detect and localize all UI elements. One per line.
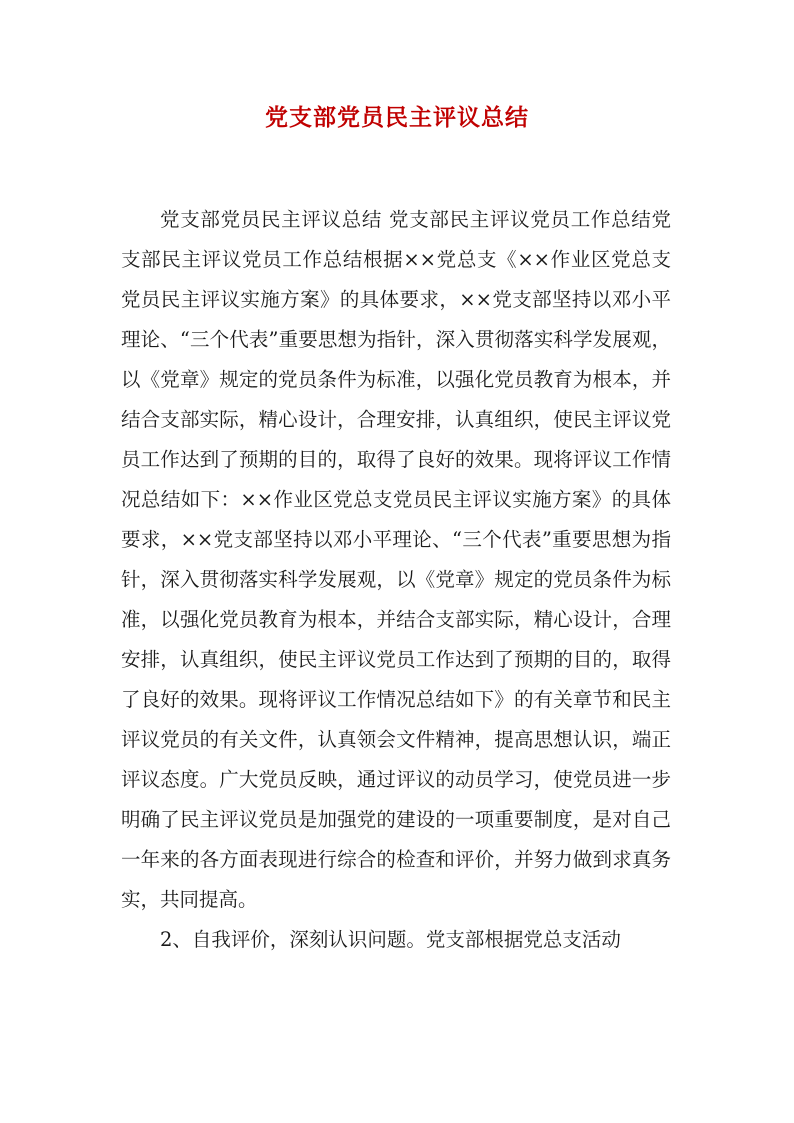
paragraph-2: 2、自我评价，深刻认识问题。党支部根据党总支活动 [160, 928, 621, 951]
document-body [121, 200, 671, 960]
paragraph-1: 党支部党员民主评议总结 党支部民主评议党员工作总结党支部民主评议党员工作总结根据××党总支《××作业区党总支党员民主评议实施方案》的具体要求，××党支部坚持以邓小平理论、“三个代表”重要思想为指针，深入贯彻落实科学发展观，以《党章》规定的党员条件为标准，以强化党员教育为根本，并结合支部实际，精心设计，合理安排，认真组织，使民主评议党员工作达到了预期的目的，取得了良好的效果。现将评议工作情况总结如下：××作业区党总支党员民主评议实施方案》的具体要求，××党支部坚持以邓小平理论、“三个代表”重要思想为指针，深入贯彻落实科学发展观，以《党章》规定的党员条件为标准，以强化党员教育为根本，并结合支部实际，精心设计，合理安排，认真组织，使民主评议党员工作达到了预期的目的，取得了良好的效果。现将评议工作情况总结如下》的有关章节和民主评议党员的有关文件，认真领会文件精神，提高思想认识，端正评议态度。广大党员反映，通过评议的动员学习，使党员进一步明确了民主评议党员是加强党的建设的一项重要制度，是对自己一年来的各方面表现进行综合的检查和评价，并努力做到求真务实，共同提高。 [121, 208, 671, 911]
document-title: 党支部党员民主评议总结 [265, 104, 529, 131]
